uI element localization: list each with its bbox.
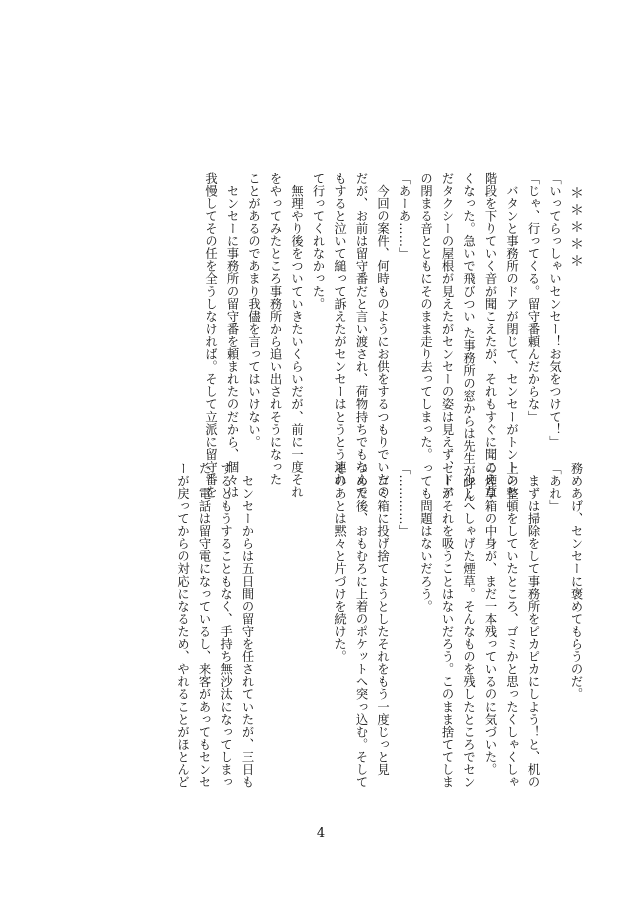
text-column: もすると泣いて縋って訴えたがセンセーはとうとう連れ xyxy=(332,172,347,486)
text-column: 「いってらっしゃいセンセー！お気をつけて！」 xyxy=(547,172,562,449)
text-column: 務めあげ、センセーに褒めてもらうのだ。 xyxy=(569,462,583,701)
text-column: 上の整頓をしていたところ、ゴミかと思ったくしゃくしゃ xyxy=(504,462,519,789)
text-column: センセーからは五日間の留守を任されていたが、三日も xyxy=(240,462,254,789)
text-column: て行ってくれなかった。 xyxy=(311,172,325,311)
text-column: 階段を下りていく音が聞こえたが、それもすぐに聞こえな xyxy=(483,172,497,499)
text-column: バタンと事務所のドアが閉じて、センセーがトントンと xyxy=(504,172,519,499)
text-column: の閉まる音とともにそのまま走り去ってしまった。 xyxy=(418,172,433,461)
page-number: 4 xyxy=(316,826,326,841)
text-column: ことがあるのであまり我儘を言ってはいけない。 xyxy=(246,172,261,449)
text-column: センセーに事務所の留守番を頼まれたのだから、個々は xyxy=(225,172,239,499)
text-column: 今回の案件、何時ものようにお供をするつもりでいたの xyxy=(375,172,390,499)
text-column: 「…………」 xyxy=(397,462,411,538)
text-column: まずは掃除をして事務所をピカピカにしよう！と、机の xyxy=(526,462,540,789)
text-column: つめた後、おもむろに上着のポケットへ突っ込む。そして xyxy=(354,462,368,789)
text-column: だタクシーの屋根が見えたがセンセーの姿は見えず、ドア xyxy=(440,172,454,499)
text-column: ゴミ箱に投げ捨てようとしたそれをもう一度じっと見 xyxy=(375,462,390,776)
text-column: くなった。急いで飛びつい た事務所の窓からは先生が呼ん xyxy=(461,172,476,503)
text-column: するともうすることもなく、手持ち無沙汰になってしまっ xyxy=(218,462,233,789)
text-column: そのあとは黙々と片づけを続けた。 xyxy=(332,462,347,663)
upper-text-block xyxy=(199,172,586,502)
text-column: 「あーあ……」 xyxy=(397,172,411,260)
lower-text-block xyxy=(328,462,586,788)
text-column: 「じゃ、行ってくる。留守番頼んだからな」 xyxy=(526,172,540,423)
text-column: 少しへしゃげた煙草。そんなものを残したところでセン xyxy=(461,462,476,789)
scene-break-asterisks: ＊＊＊＊＊ xyxy=(568,186,584,271)
text-column: をやってみたところ事務所から追い出されそうになった xyxy=(268,172,282,486)
text-column: た。電話は留守電になっているし、来客があってもセンセ xyxy=(197,462,211,789)
text-column: セーがそれを吸うことはないだろう。このまま捨ててしま xyxy=(440,462,454,789)
text-column: っても問題はないだろう。 xyxy=(418,462,433,613)
lower-end-text-block xyxy=(171,462,257,788)
text-column: ーが戻ってからの対応になるため、やれることがほとんど xyxy=(175,462,190,789)
text-column: だが、お前は留守番だと言い渡され、荷物持ちでもなんで xyxy=(354,172,368,499)
text-column: の煙草箱の中身が、まだ一本残っているのに気づいた。 xyxy=(483,462,497,776)
text-column: 「あれ」 xyxy=(547,462,562,513)
text-column: 無理やり後をついていきたいくらいだが、前に一度それ xyxy=(289,172,304,499)
text-column: 我慢してその任を全うしなければ。そして立派に留守番を xyxy=(203,172,218,499)
